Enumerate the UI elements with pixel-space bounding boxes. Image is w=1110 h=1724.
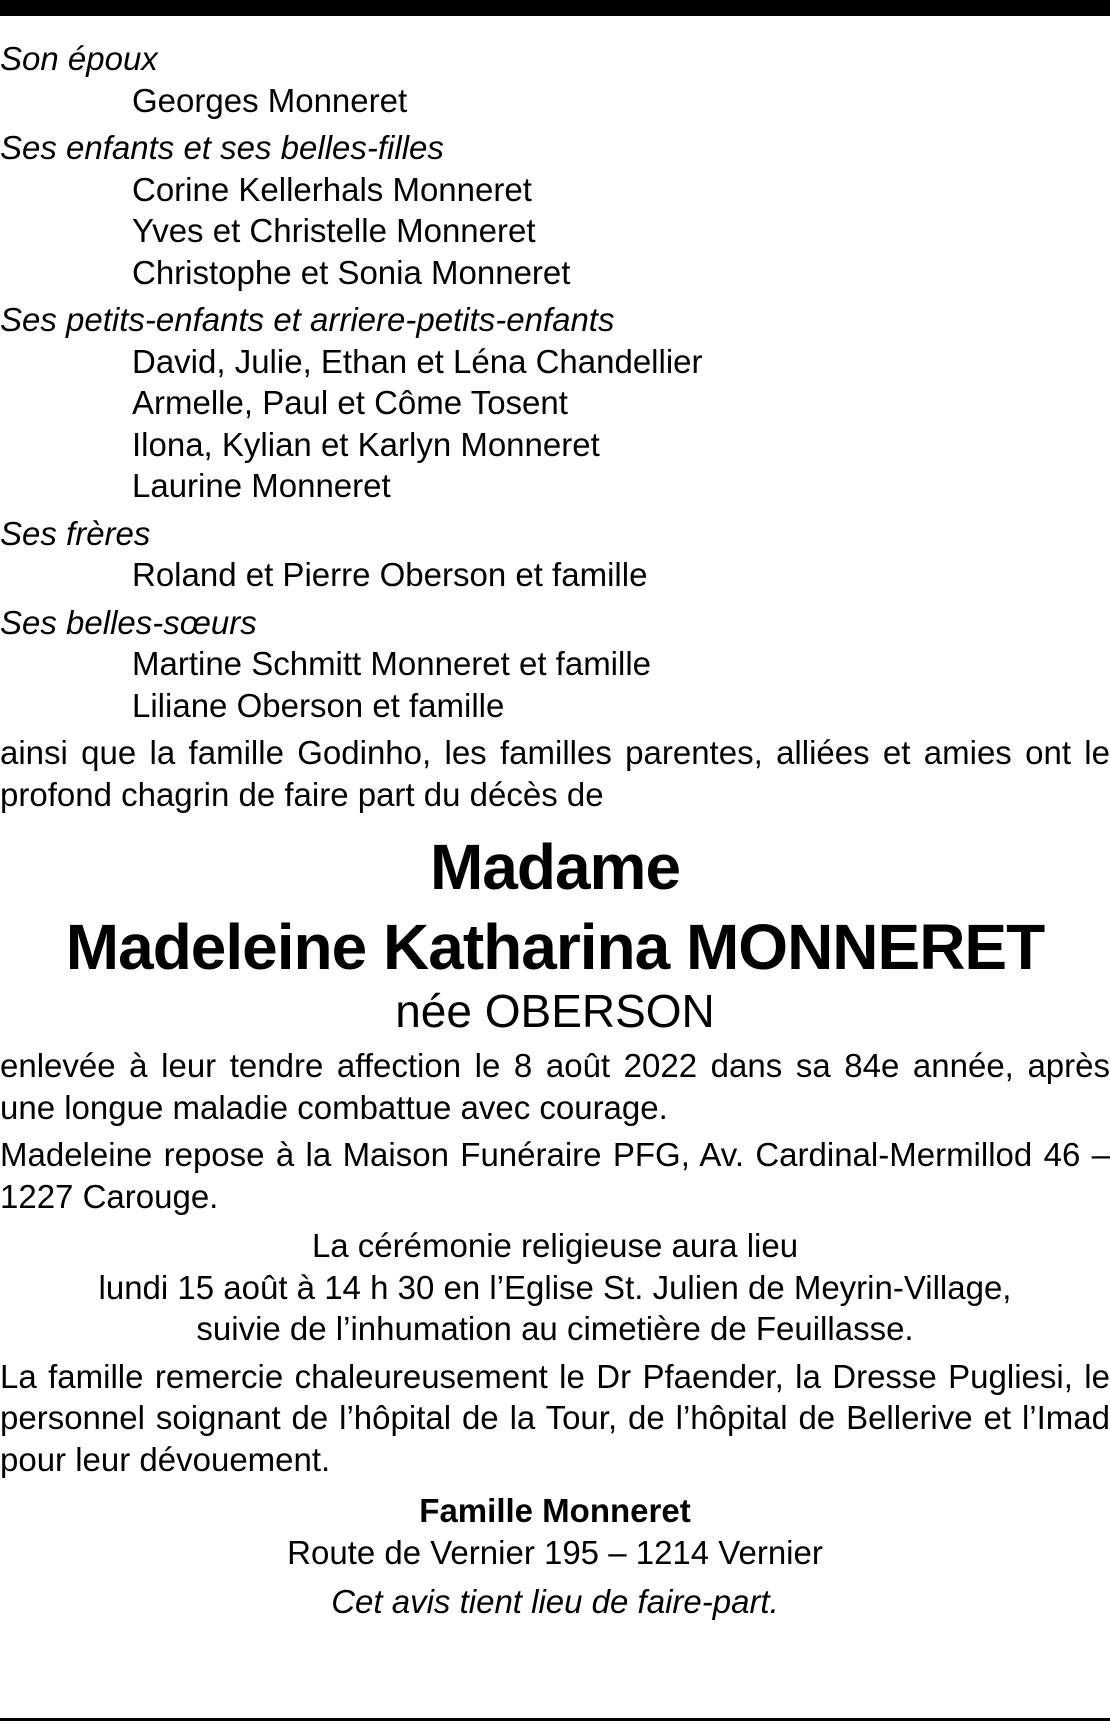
family-member: Laurine Monneret [132,467,391,504]
obituary-notice [0,38,1110,1623]
top-rule [0,0,1110,16]
family-heading: Ses frères [0,514,151,552]
family-group-children [0,127,1110,293]
family-group-spouse [0,38,1110,121]
announcement-text: ainsi que la famille Godinho, les familles parentes, alliées et amies ont le profond chagrin de faire part du décès de [0,734,1110,813]
family-heading: Ses petits-enfants et arriere-petits-enfants [0,301,615,338]
family-member: Ilona, Kylian et Karlyn Monneret [132,425,600,463]
family-member: Yves et Christelle Monneret [132,212,536,249]
family-group-brothers [0,513,1110,596]
ceremony-info [0,1225,1110,1350]
family-member: Georges Monneret [132,81,408,119]
family-member: Corine Kellerhals Monneret [132,170,532,208]
family-member: Christophe et Sonia Monneret [132,253,571,291]
repose-text: Madeleine repose à la Maison Funéraire PFG, Av. Cardinal-Mermillod 46 – 1227 Carouge. [0,1136,1110,1215]
signature-family: Famille Monneret [419,1492,691,1529]
family-heading: Ses enfants et ses belles-filles [0,129,444,166]
signature-note: Cet avis tient lieu de faire-part. [331,1583,779,1620]
family-member: Martine Schmitt Monneret et famille [132,645,652,682]
signature-block [0,1490,1110,1623]
family-heading: Son époux [0,40,158,77]
deceased-block [0,827,1110,1039]
thanks-text: La famille remercie chaleureusement le Dr Pfaender, la Dresse Pugliesi, le personnel soignant de l’hôpital de la Tour, de l’hôpital de Bellerive et l’Imad pour leur dévouement. [0,1357,1110,1478]
family-member: Liliane Oberson et famille [132,686,505,724]
family-member: Armelle, Paul et Côme Tosent [132,384,568,421]
deceased-title: Madame [429,831,681,903]
family-group-grandchildren [0,299,1110,507]
family-heading: Ses belles-sœurs [0,603,257,641]
signature-address: Route de Vernier 195 – 1214 Vernier [287,1533,823,1571]
deceased-name: Madeleine Katharina MONNERET [65,911,1045,983]
family-member: David, Julie, Ethan et Léna Chandellier [132,342,703,380]
family-member: Roland et Pierre Oberson et famille [132,556,648,593]
family-group-sisters-in-law [0,602,1110,727]
ceremony-line: La cérémonie religieuse aura lieu [311,1227,799,1264]
ceremony-line: lundi 15 août à 14 h 30 en l’Eglise St. Julien de Meyrin-Village, [98,1268,1012,1306]
death-text: enlevée à leur tendre affection le 8 août 2022 dans sa 84e année, après une longue maladie combattue avec courage. [0,1047,1110,1126]
ceremony-line: suivie de l’inhumation au cimetière de Feuillasse. [196,1310,914,1347]
deceased-birth-name: née OBERSON [395,985,715,1037]
bottom-rule [0,1718,1110,1721]
